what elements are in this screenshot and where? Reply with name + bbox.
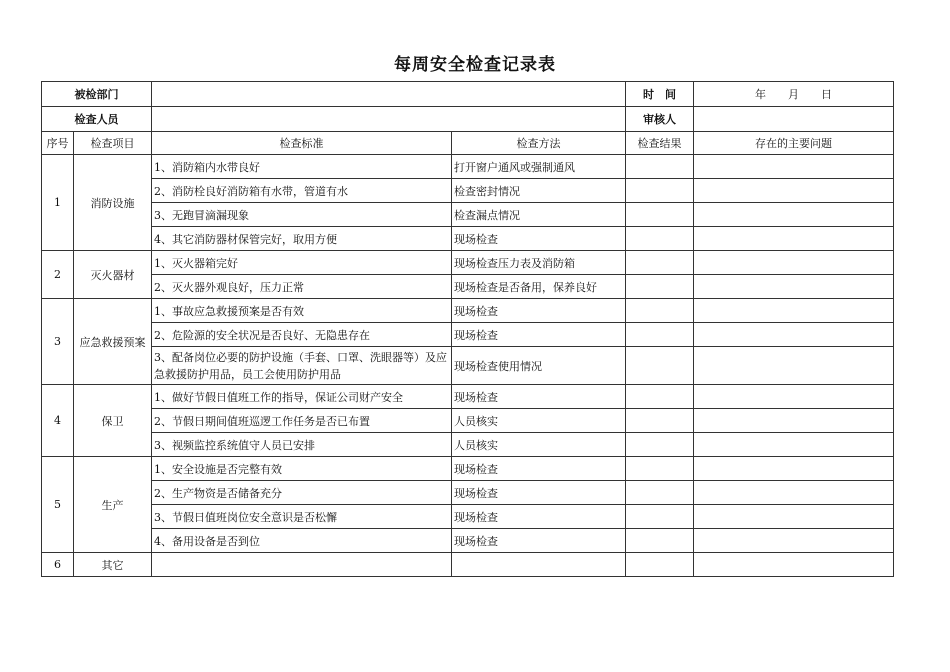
column-header-item: 检查项目 xyxy=(74,132,152,155)
standard-cell: 1、事故应急救援预案是否有效 xyxy=(152,299,452,323)
result-cell[interactable] xyxy=(626,275,694,299)
group-number: 2 xyxy=(42,251,74,299)
standard-cell xyxy=(152,553,452,577)
result-cell[interactable] xyxy=(626,481,694,505)
issues-cell[interactable] xyxy=(694,385,894,409)
result-cell[interactable] xyxy=(626,179,694,203)
issues-cell[interactable] xyxy=(694,481,894,505)
reviewer-field[interactable] xyxy=(694,107,894,132)
method-cell: 现场检查是否备用，保养良好 xyxy=(452,275,626,299)
standard-cell: 2、节假日期间值班巡逻工作任务是否已布置 xyxy=(152,409,452,433)
issues-cell[interactable] xyxy=(694,553,894,577)
table-row xyxy=(42,529,894,553)
column-header-no: 序号 xyxy=(42,132,74,155)
result-cell[interactable] xyxy=(626,505,694,529)
result-cell[interactable] xyxy=(626,347,694,385)
issues-cell[interactable] xyxy=(694,275,894,299)
column-header-row xyxy=(42,132,894,155)
reviewer-label: 审核人 xyxy=(626,107,694,132)
inspector-label: 检查人员 xyxy=(42,107,152,132)
standard-cell: 2、灭火器外观良好，压力正常 xyxy=(152,275,452,299)
group-item: 生产 xyxy=(74,457,152,553)
issues-cell[interactable] xyxy=(694,433,894,457)
group-number: 5 xyxy=(42,457,74,553)
issues-cell[interactable] xyxy=(694,323,894,347)
issues-cell[interactable] xyxy=(694,155,894,179)
inspector-field[interactable] xyxy=(152,107,626,132)
group-item: 应急救援预案 xyxy=(74,299,152,385)
issues-cell[interactable] xyxy=(694,529,894,553)
method-cell: 检查密封情况 xyxy=(452,179,626,203)
issues-cell[interactable] xyxy=(694,347,894,385)
result-cell[interactable] xyxy=(626,155,694,179)
issues-cell[interactable] xyxy=(694,179,894,203)
result-cell[interactable] xyxy=(626,251,694,275)
result-cell[interactable] xyxy=(626,323,694,347)
method-cell: 打开窗户通风或强制通风 xyxy=(452,155,626,179)
method-cell: 现场检查 xyxy=(452,481,626,505)
result-cell[interactable] xyxy=(626,433,694,457)
table-body xyxy=(42,155,894,577)
safety-inspection-table xyxy=(41,81,894,577)
standard-cell: 1、消防箱内水带良好 xyxy=(152,155,452,179)
standard-cell: 4、备用设备是否到位 xyxy=(152,529,452,553)
table-row xyxy=(42,481,894,505)
table-row xyxy=(42,347,894,385)
group-item: 消防设施 xyxy=(74,155,152,251)
result-cell[interactable] xyxy=(626,553,694,577)
column-header-issues: 存在的主要问题 xyxy=(694,132,894,155)
group-item: 其它 xyxy=(74,553,152,577)
issues-cell[interactable] xyxy=(694,227,894,251)
standard-cell: 3、配备岗位必要的防护设施（手套、口罩、洗眼器等）及应急救援防护用品，员工会使用防护用品 xyxy=(152,347,452,385)
document-title: 每周安全检查记录表 xyxy=(394,55,556,75)
table-row xyxy=(42,505,894,529)
standard-cell: 3、视频监控系统值守人员已安排 xyxy=(152,433,452,457)
result-cell[interactable] xyxy=(626,529,694,553)
group-item: 灭火器材 xyxy=(74,251,152,299)
time-label: 时 间 xyxy=(626,82,694,107)
result-cell[interactable] xyxy=(626,203,694,227)
standard-cell: 1、安全设施是否完整有效 xyxy=(152,457,452,481)
group-item: 保卫 xyxy=(74,385,152,457)
header-row-dept xyxy=(42,82,894,107)
method-cell: 现场检查 xyxy=(452,323,626,347)
standard-cell: 1、灭火器箱完好 xyxy=(152,251,452,275)
result-cell[interactable] xyxy=(626,227,694,251)
table-row xyxy=(42,323,894,347)
issues-cell[interactable] xyxy=(694,203,894,227)
standard-cell: 2、消防栓良好消防箱有水带，管道有水 xyxy=(152,179,452,203)
issues-cell[interactable] xyxy=(694,457,894,481)
table-row xyxy=(42,553,894,577)
table-row xyxy=(42,385,894,409)
column-header-method: 检查方法 xyxy=(452,132,626,155)
table-row xyxy=(42,299,894,323)
result-cell[interactable] xyxy=(626,457,694,481)
method-cell xyxy=(452,553,626,577)
dept-label: 被检部门 xyxy=(42,82,152,107)
standard-cell: 2、危险源的安全状况是否良好、无隐患存在 xyxy=(152,323,452,347)
column-header-standard: 检查标准 xyxy=(152,132,452,155)
date-field[interactable]: 年 月 日 xyxy=(694,82,894,107)
table-row xyxy=(42,251,894,275)
group-number: 3 xyxy=(42,299,74,385)
table-row xyxy=(42,409,894,433)
method-cell: 检查漏点情况 xyxy=(452,203,626,227)
table-row xyxy=(42,433,894,457)
method-cell: 人员核实 xyxy=(452,409,626,433)
table-row xyxy=(42,275,894,299)
group-number: 6 xyxy=(42,553,74,577)
table-row xyxy=(42,457,894,481)
table-row xyxy=(42,155,894,179)
standard-cell: 4、其它消防器材保管完好，取用方便 xyxy=(152,227,452,251)
standard-cell: 3、无跑冒滴漏现象 xyxy=(152,203,452,227)
group-number: 4 xyxy=(42,385,74,457)
result-cell[interactable] xyxy=(626,299,694,323)
standard-cell: 3、节假日值班岗位安全意识是否松懈 xyxy=(152,505,452,529)
dept-field[interactable] xyxy=(152,82,626,107)
group-number: 1 xyxy=(42,155,74,251)
method-cell: 现场检查 xyxy=(452,299,626,323)
result-cell[interactable] xyxy=(626,385,694,409)
method-cell: 现场检查压力表及消防箱 xyxy=(452,251,626,275)
table-row xyxy=(42,179,894,203)
issues-cell[interactable] xyxy=(694,505,894,529)
standard-cell: 1、做好节假日值班工作的指导，保证公司财产安全 xyxy=(152,385,452,409)
issues-cell[interactable] xyxy=(694,409,894,433)
result-cell[interactable] xyxy=(626,409,694,433)
method-cell: 现场检查 xyxy=(452,457,626,481)
method-cell: 人员核实 xyxy=(452,433,626,457)
standard-cell: 2、生产物资是否储备充分 xyxy=(152,481,452,505)
issues-cell[interactable] xyxy=(694,251,894,275)
method-cell: 现场检查 xyxy=(452,505,626,529)
table-row xyxy=(42,227,894,251)
method-cell: 现场检查使用情况 xyxy=(452,347,626,385)
column-header-result: 检查结果 xyxy=(626,132,694,155)
method-cell: 现场检查 xyxy=(452,227,626,251)
method-cell: 现场检查 xyxy=(452,385,626,409)
method-cell: 现场检查 xyxy=(452,529,626,553)
table-row xyxy=(42,203,894,227)
header-row-inspector xyxy=(42,107,894,132)
issues-cell[interactable] xyxy=(694,299,894,323)
